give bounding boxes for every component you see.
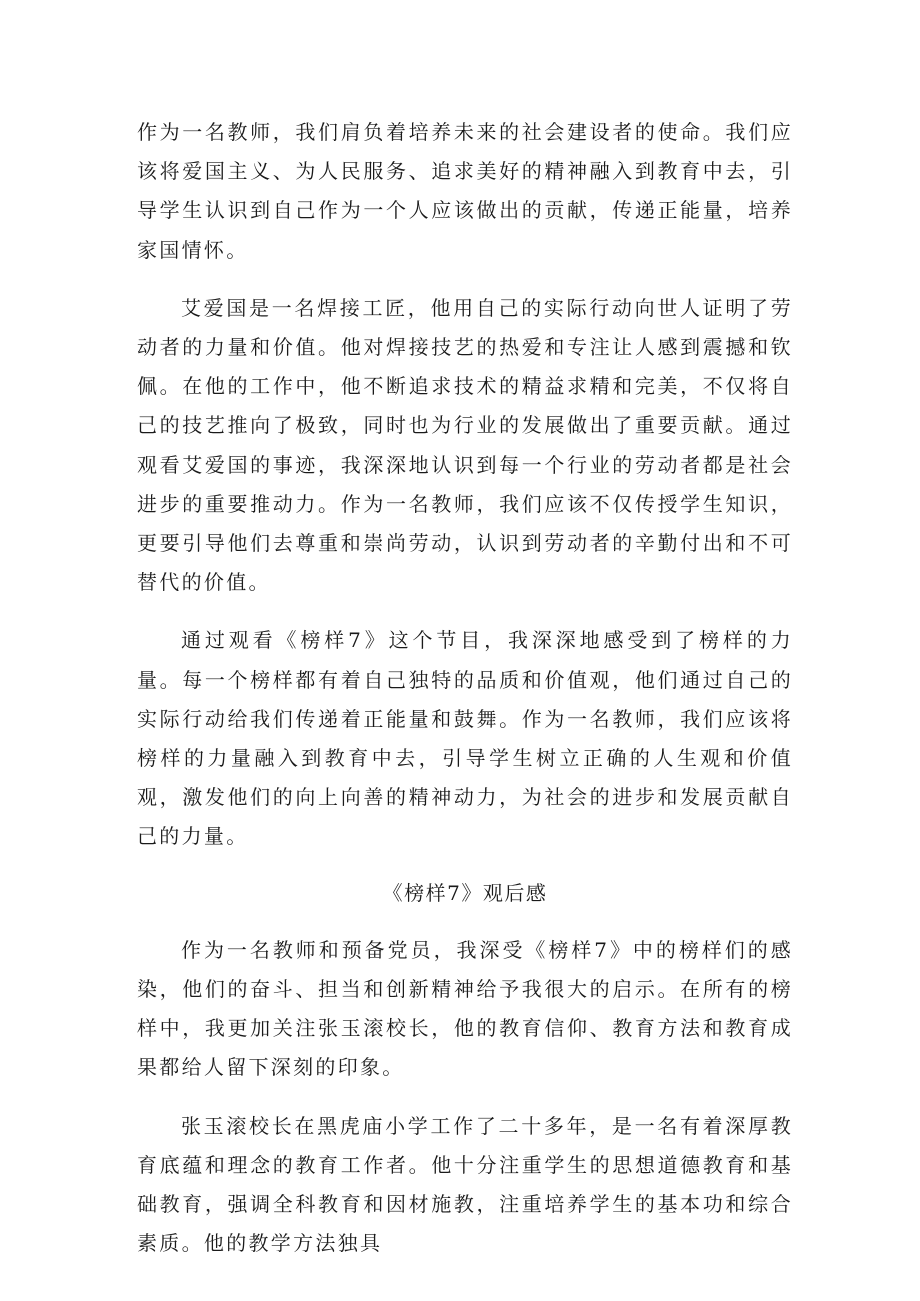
paragraph-zhang-yugun: 张玉滚校长在黑虎庙小学工作了二十多年，是一名有着深厚教育底蕴和理念的教育工作者。他十分注重学生的思想道德教育和基础教育，强调全科教育和因材施教，注重培养学生的基本功和综合素质。他的教学方法独具: [137, 1113, 793, 1256]
section-heading: 《榜样7》观后感: [382, 880, 548, 905]
paragraph-ai-aiguo: 艾爱国是一名焊接工匠，他用自己的实际行动向世人证明了劳动者的力量和价值。他对焊接技艺的热爱和专注让人感到震撼和钦佩。在他的工作中，他不断追求技术的精益求精和完美，不仅将自己的技艺推向了极致，同时也为行业的发展做出了重要贡献。通过观看艾爱国的事迹，我深深地认识到每一个行业的劳动者都是社会进步的重要推动力。作为一名教师，我们应该不仅传授学生知识，更要引导他们去尊重和崇尚劳动，认识到劳动者的辛勤付出和不可替代的价值。: [137, 295, 793, 595]
paragraph-role-models: 通过观看《榜样7》这个节目，我深深地感受到了榜样的力量。每一个榜样都有着自己独特的品质和价值观，他们通过自己的实际行动给我们传递着正能量和鼓舞。作为一名教师，我们应该将榜样的力量融入到教育中去，引导学生树立正确的人生观和价值观，激发他们的向上向善的精神动力，为社会的进步和发展贡献自己的力量。: [137, 628, 793, 849]
document-body: [137, 113, 793, 1282]
paragraph-patriotism: 作为一名教师，我们肩负着培养未来的社会建设者的使命。我们应该将爱国主义、为人民服务、追求美好的精神融入到教育中去，引导学生认识到自己作为一个人应该做出的贡献，传递正能量，培养家国情怀。: [137, 120, 793, 262]
paragraph-teacher-party-member: 作为一名教师和预备党员，我深受《榜样7》中的榜样们的感染，他们的奋斗、担当和创新精神给予我很大的启示。在所有的榜样中，我更加关注张玉滚校长，他的教育信仰、教育方法和教育成果都给人留下深刻的印象。: [137, 937, 793, 1080]
